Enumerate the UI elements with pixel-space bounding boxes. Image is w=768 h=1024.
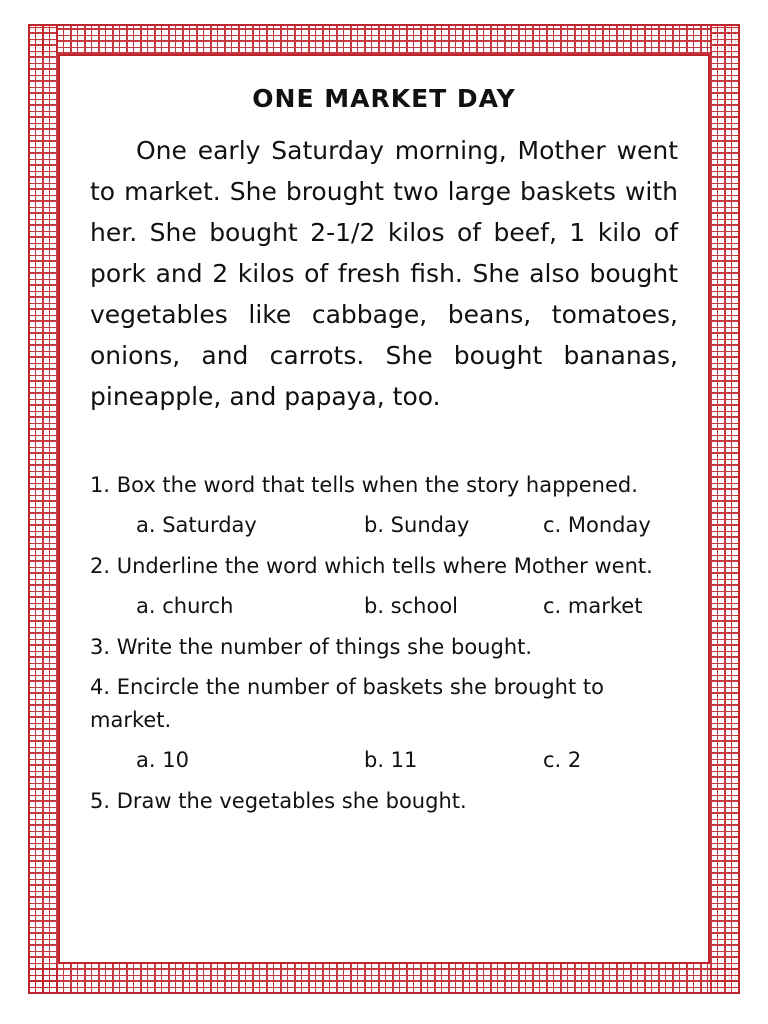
worksheet-content [90,80,678,825]
question-1: 1. Box the word that tells when the story happened. [90,473,638,497]
question-3: 3. Write the number of things she bought. [90,635,533,659]
question-5: 5. Draw the vegetables she bought. [90,789,467,813]
choice-10[interactable]: a. 10 [136,748,189,772]
choice-church[interactable]: a. church [136,594,234,618]
story-paragraph: One early Saturday morning, Mother went to market. She brought two large baskets with her. She bought 2-1/2 kilos of beef, 1 kilo of pork and 2 kilos of fresh fish. She also bought vegetables like cabbage, beans, tomatoes, onions, and carrots. She bought bananas, pineapple, and papaya, too. [90,136,678,411]
question-2-choices [90,590,678,623]
questions-section [90,469,678,818]
choice-market[interactable]: c. market [543,594,643,618]
choice-sunday[interactable]: b. Sunday [364,513,470,537]
question-2: 2. Underline the word which tells where Mother went. [90,554,653,578]
question-4: 4. Encircle the number of baskets she brought to market. [90,675,604,732]
choice-2[interactable]: c. 2 [543,748,582,772]
choice-monday[interactable]: c. Monday [543,513,651,537]
question-4-choices [90,744,678,777]
worksheet-title: ONE MARKET DAY [252,84,516,113]
question-1-choices [90,509,678,542]
choice-11[interactable]: b. 11 [364,748,418,772]
choice-saturday[interactable]: a. Saturday [136,513,257,537]
choice-school[interactable]: b. school [364,594,459,618]
